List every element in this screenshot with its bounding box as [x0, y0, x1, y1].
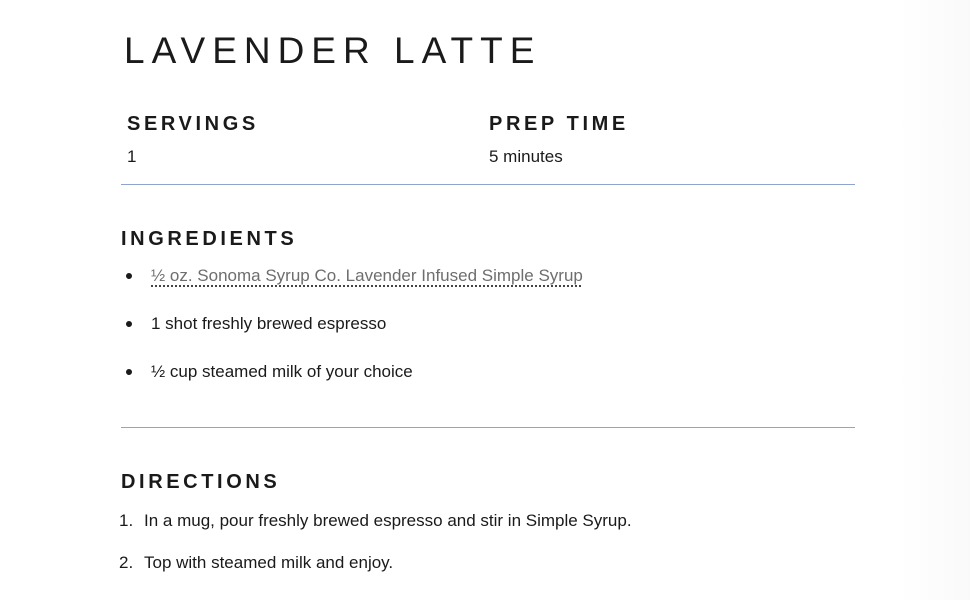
servings-value: 1 — [127, 147, 137, 166]
step-text: In a mug, pour freshly brewed espresso and stir in Simple Syrup. — [144, 511, 632, 530]
prep-time-label: PREP TIME — [489, 113, 629, 135]
directions-heading: DIRECTIONS — [121, 471, 281, 493]
bullet-icon — [126, 273, 132, 279]
ingredient-text: ½ cup steamed milk of your choice — [151, 362, 413, 381]
bullet-icon — [126, 321, 132, 327]
bullet-icon — [126, 369, 132, 375]
step-text: Top with steamed milk and enjoy. — [144, 553, 394, 572]
ingredient-text: 1 shot freshly brewed espresso — [151, 314, 387, 333]
ingredients-heading: INGREDIENTS — [121, 228, 298, 250]
lavender-syrup-link[interactable]: ½ oz. Sonoma Syrup Co. Lavender Infused Simple Syrup — [151, 266, 583, 285]
servings-label: SERVINGS — [127, 113, 259, 135]
recipe-title: LAVENDER LATTE — [124, 30, 542, 71]
edge-shadow — [900, 0, 970, 600]
step-number: 2. — [119, 553, 134, 572]
divider — [121, 427, 855, 428]
step-number: 1. — [119, 511, 134, 530]
divider — [121, 184, 855, 185]
prep-time-value: 5 minutes — [489, 147, 563, 166]
